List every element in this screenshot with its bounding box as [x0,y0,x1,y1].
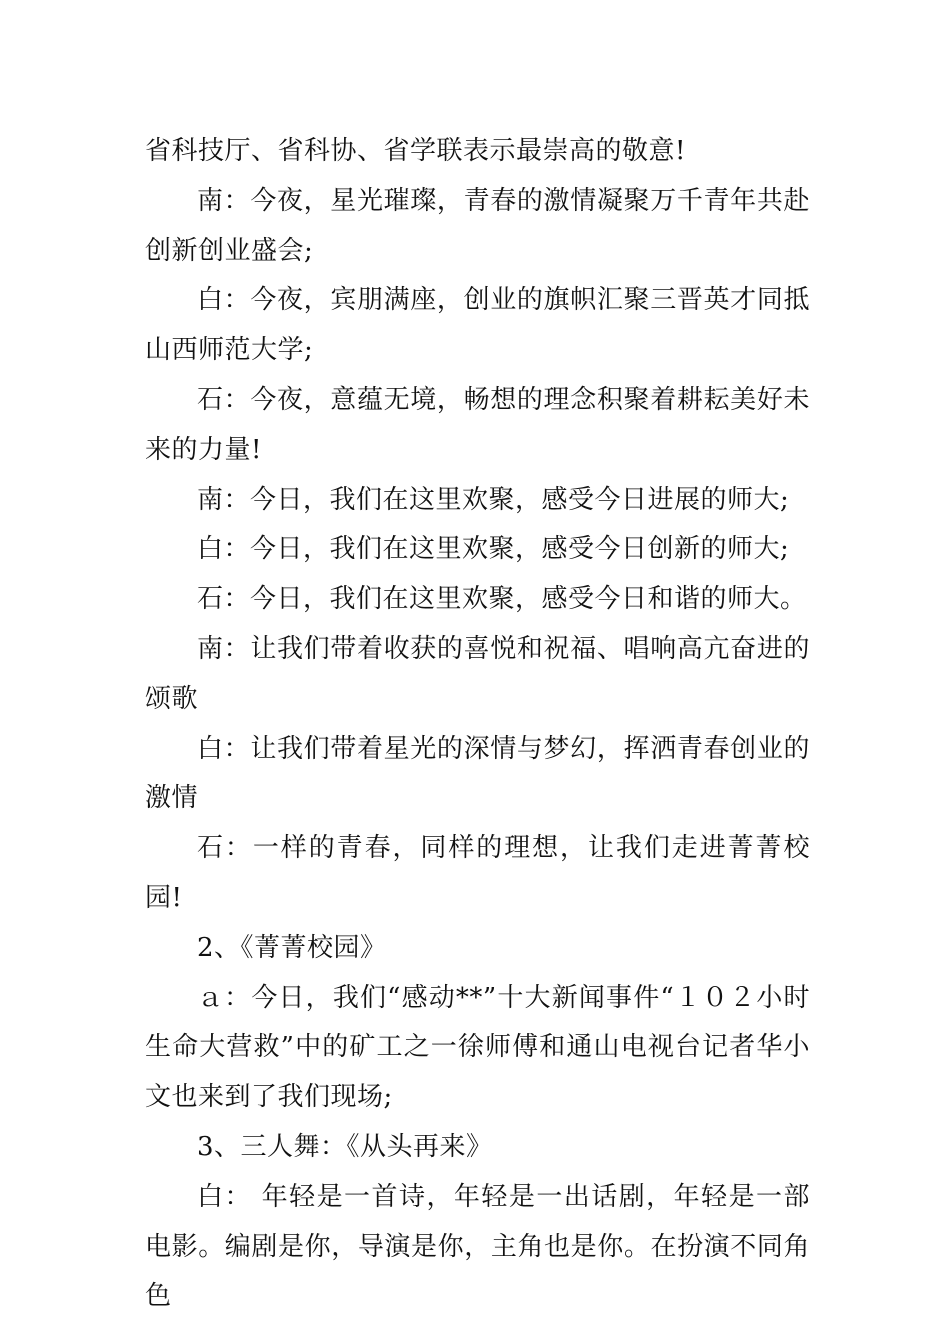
paragraph-shi-today: 石：今日，我们在这里欢聚，感受今日和谐的师大。 [197,584,807,615]
paragraph-nan-tonight: 南：今夜，星光璀璨，青春的激情凝聚万千青年共赴创新创业盛会; [145,185,810,266]
paragraph-a-guests: ａ：今日，我们“感动**”十大新闻事件“１０２小时生命大营救”中的矿工之一徐师傅和通山电视台记者华小文也来到了我们现场; [145,982,810,1113]
paragraph-shi-tonight: 石：今夜，意蕴无境，畅想的理念积聚着耕耘美好未来的力量! [145,384,810,465]
paragraph-bai-today: 白：今日，我们在这里欢聚，感受今日创新的师大; [197,534,790,565]
paragraph-nan-song: 南：让我们带着收获的喜悦和祝福、唱响高亢奋进的颂歌 [145,633,810,714]
paragraph-continuation: 省科技厅、省科协、省学联表示最崇高的敬意! [145,136,686,166]
document-body [145,127,810,1322]
paragraph-bai-passion: 白：让我们带着星光的深情与梦幻，挥洒青春创业的激情 [145,733,810,814]
paragraph-bai-youth: 白： 年轻是一首诗，年轻是一出话剧，年轻是一部电影。编剧是你，导演是你，主角也是你。在扮演不同角色 [145,1181,810,1312]
program-item-2: 2、《菁菁校园》 [197,932,387,963]
paragraph-bai-tonight: 白：今夜，宾朋满座，创业的旗帜汇聚三晋英才同抵山西师范大学; [145,285,810,366]
paragraph-nan-today: 南：今日，我们在这里欢聚，感受今日进展的师大; [197,484,790,515]
paragraph-shi-campus: 石：一样的青春，同样的理想，让我们走进菁菁校园! [145,833,810,913]
program-item-3: 3、三人舞：《从头再来》 [197,1131,493,1162]
